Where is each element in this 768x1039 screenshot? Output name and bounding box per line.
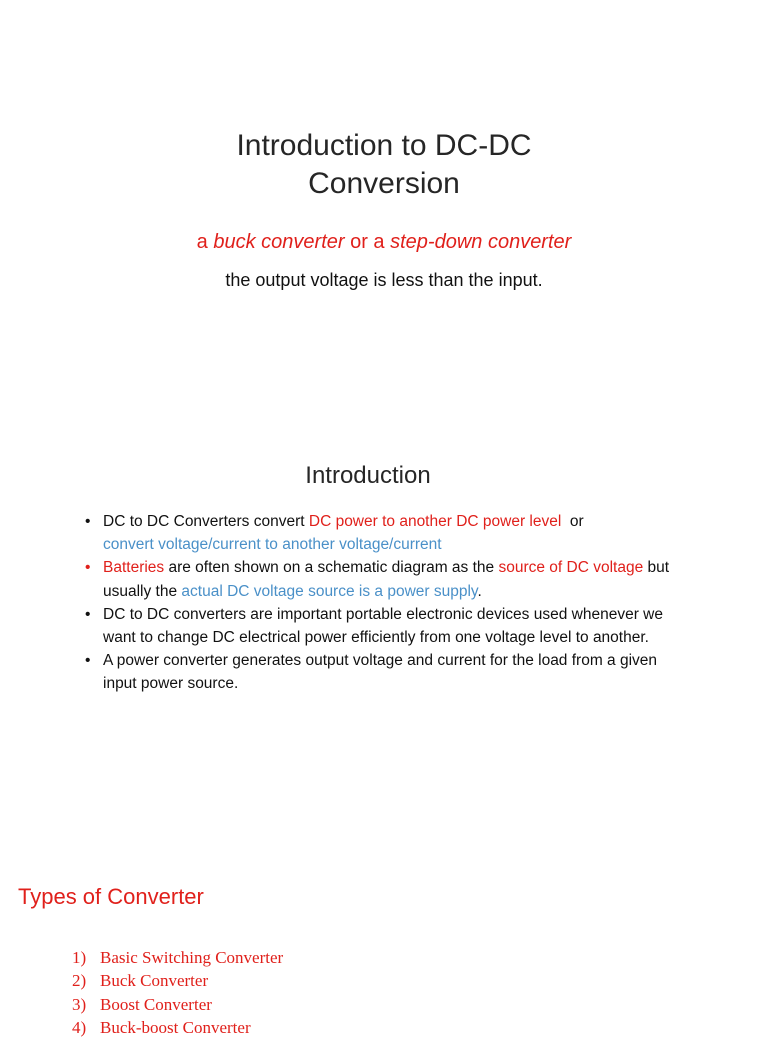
slide-title-line1: Introduction to DC-DC	[236, 129, 532, 162]
list-label: Buck Converter	[100, 971, 209, 991]
bullet-text: .	[477, 582, 482, 600]
bullet-item	[85, 556, 685, 602]
list-item	[72, 946, 283, 969]
step-down-converter-term: step-down converter	[390, 231, 572, 253]
bullet-highlight-red: Batteries	[103, 559, 165, 577]
bullet-text: DC to DC Converters convert	[103, 513, 309, 530]
introduction-bullets	[85, 510, 685, 696]
bullet-text: are often shown on a schematic diagram as the	[164, 559, 499, 577]
bullet-text: A power converter generates output voltage and current for the load from a given input power source.	[103, 652, 658, 693]
list-item	[72, 969, 283, 992]
bullet-highlight-red: source of DC voltage	[498, 559, 644, 577]
converter-subtitle	[0, 228, 768, 256]
list-label: Basic Switching Converter	[100, 948, 284, 967]
subtitle-or: or a	[344, 231, 391, 253]
list-number: 3)	[72, 994, 87, 1014]
bullet-text: DC to DC converters are important portable electronic devices used whenever we want to change DC electrical power efficiently from one voltage level to another.	[103, 605, 663, 647]
bullet-text: or	[561, 513, 584, 530]
list-number: 2)	[72, 971, 87, 991]
list-label: Buck-boost Converter	[100, 1017, 251, 1037]
bullet-highlight-blue: convert voltage/current to another voltage/current	[103, 536, 442, 554]
voltage-note: the output voltage is less than the input.	[225, 270, 543, 290]
types-of-converter-heading: Types of Converter	[18, 884, 204, 909]
list-number: 4)	[72, 1017, 87, 1037]
list-label: Boost Converter	[100, 994, 212, 1014]
list-item	[72, 1016, 283, 1039]
converter-types-list	[72, 946, 283, 1039]
bullet-item	[85, 603, 685, 649]
list-number: 1)	[72, 948, 87, 967]
bullet-item	[85, 510, 685, 556]
bullet-item	[85, 649, 685, 695]
bullet-highlight-blue: actual DC voltage source is a power supply	[181, 582, 478, 600]
list-item	[72, 993, 283, 1016]
introduction-heading: Introduction	[305, 462, 431, 489]
bullet-highlight-red: DC power to another DC power level	[308, 513, 562, 530]
bullet-text: but usually the	[103, 559, 670, 600]
subtitle-article: a	[196, 231, 214, 253]
buck-converter-term: buck converter	[213, 231, 345, 253]
slide-title-line2: Conversion	[308, 167, 460, 200]
slide-title	[0, 127, 768, 203]
